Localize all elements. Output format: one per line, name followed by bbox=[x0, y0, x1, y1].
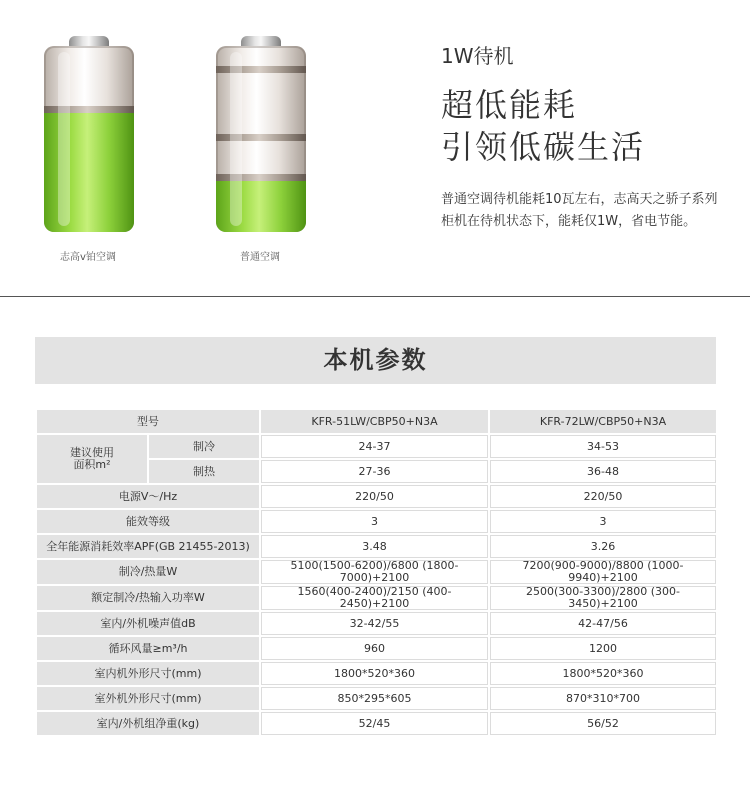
row-value-a: 960 bbox=[260, 636, 489, 661]
table-row bbox=[36, 585, 717, 611]
row-value-b: 7200(900-9000)/8800 (1000-9940)+2100 bbox=[489, 559, 717, 585]
table-row bbox=[36, 509, 717, 534]
params-title: 本机参数 bbox=[323, 346, 428, 374]
headline-line-2: 引领低碳生活 bbox=[441, 128, 646, 166]
table-row bbox=[36, 636, 717, 661]
promo-section bbox=[0, 0, 750, 296]
row-value-a: 1560(400-2400)/2150 (400-2450)+2100 bbox=[260, 585, 489, 611]
area-label bbox=[36, 434, 148, 484]
row-label: 制冷/热量W bbox=[36, 559, 260, 585]
cool-value-a: 24-37 bbox=[260, 434, 489, 459]
header-model-label: 型号 bbox=[36, 409, 260, 434]
table-row bbox=[36, 686, 717, 711]
table-row bbox=[36, 484, 717, 509]
row-value-b: 3.26 bbox=[489, 534, 717, 559]
table-row bbox=[36, 711, 717, 736]
battery-full-image bbox=[41, 36, 137, 232]
row-value-b: 3 bbox=[489, 509, 717, 534]
heat-label: 制热 bbox=[148, 459, 260, 484]
row-value-a: 3.48 bbox=[260, 534, 489, 559]
row-value-b: 1200 bbox=[489, 636, 717, 661]
battery-label-zhigao: 志高v铂空调 bbox=[60, 252, 116, 263]
row-value-a: 850*295*605 bbox=[260, 686, 489, 711]
row-label: 电源V～/Hz bbox=[36, 484, 260, 509]
row-value-b: 1800*520*360 bbox=[489, 661, 717, 686]
row-value-a: 52/45 bbox=[260, 711, 489, 736]
row-value-a: 220/50 bbox=[260, 484, 489, 509]
params-table bbox=[35, 408, 718, 737]
row-label: 室内/外机噪声值dB bbox=[36, 611, 260, 636]
battery-body bbox=[44, 46, 134, 232]
battery-gloss bbox=[58, 52, 70, 226]
table-row bbox=[36, 559, 717, 585]
header-model-a: KFR-51LW/CBP50+N3A bbox=[260, 409, 489, 434]
table-header-row bbox=[36, 409, 717, 434]
row-value-b: 56/52 bbox=[489, 711, 717, 736]
row-value-a: 32-42/55 bbox=[260, 611, 489, 636]
battery-body bbox=[216, 46, 306, 232]
area-label-line2: 面积m² bbox=[73, 458, 111, 471]
row-label: 室内机外形尺寸(mm) bbox=[36, 661, 260, 686]
table-row bbox=[36, 611, 717, 636]
table-row bbox=[36, 534, 717, 559]
heat-value-b: 36-48 bbox=[489, 459, 717, 484]
params-title-bar bbox=[35, 337, 716, 384]
row-label: 室外机外形尺寸(mm) bbox=[36, 686, 260, 711]
row-value-a: 1800*520*360 bbox=[260, 661, 489, 686]
headline-standby: 1W待机 bbox=[441, 44, 514, 68]
heat-value-a: 27-36 bbox=[260, 459, 489, 484]
area-label-line1: 建议使用 bbox=[70, 446, 114, 459]
cool-value-b: 34-53 bbox=[489, 434, 717, 459]
row-label: 室内/外机组净重(kg) bbox=[36, 711, 260, 736]
cool-label: 制冷 bbox=[148, 434, 260, 459]
row-label: 全年能源消耗效率APF(GB 21455-2013) bbox=[36, 534, 260, 559]
row-label: 额定制冷/热输入功率W bbox=[36, 585, 260, 611]
row-value-b: 870*310*700 bbox=[489, 686, 717, 711]
row-value-a: 5100(1500-6200)/6800 (1800-7000)+2100 bbox=[260, 559, 489, 585]
section-divider bbox=[0, 296, 750, 297]
promo-description: 普通空调待机能耗10瓦左右，志高天之骄子系列柜机在待机状态下，能耗仅1W，省电节能。 bbox=[441, 192, 718, 229]
headline-line-1: 超低能耗 bbox=[441, 86, 578, 124]
row-label: 循环风量≥m³/h bbox=[36, 636, 260, 661]
table-row bbox=[36, 661, 717, 686]
battery-gloss bbox=[230, 52, 242, 226]
row-value-a: 3 bbox=[260, 509, 489, 534]
row-label: 能效等级 bbox=[36, 509, 260, 534]
row-value-b: 220/50 bbox=[489, 484, 717, 509]
row-value-b: 2500(300-3300)/2800 (300-3450)+2100 bbox=[489, 585, 717, 611]
row-value-b: 42-47/56 bbox=[489, 611, 717, 636]
header-model-b: KFR-72LW/CBP50+N3A bbox=[489, 409, 717, 434]
battery-label-ordinary: 普通空调 bbox=[240, 252, 280, 263]
table-row bbox=[36, 434, 717, 459]
battery-low-image bbox=[213, 36, 309, 232]
